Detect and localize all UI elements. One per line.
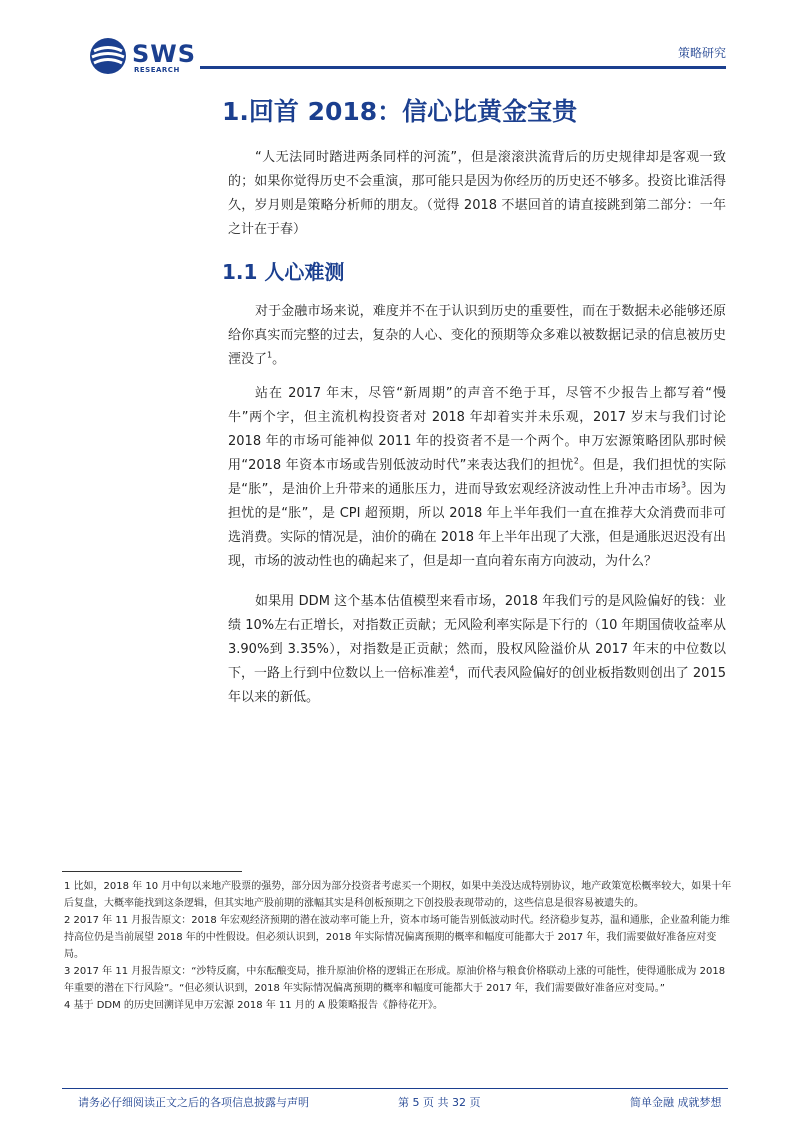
section-heading: 1.1 人心难测: [222, 260, 345, 284]
logo-subtext: RESEARCH: [134, 66, 180, 74]
paragraph-text: ，而代表风险偏好的创业板指数则创出了 2015 年以来的新低。: [228, 666, 726, 705]
footnote-4: 4 基于 DDM 的历史回溯详见申万宏源 2018 年 11 月的 A 股策略报告《静待花开》。: [64, 1000, 444, 1011]
logo-text: SWS: [132, 40, 197, 68]
footnote-divider: [62, 871, 242, 872]
body-paragraph-3: [228, 590, 726, 710]
footnote-2: 2 2017 年 11 月报告原文：2018 年宏观经济预期的潜在波动率可能上升，资本市场可能告别低波动时代。经济稳步复苏，温和通胀，企业盈利能力维持高位仍是当前展望 2018 年的中性假设。但必须认识到，2018 年实际情况偏离预期的概率和幅度可能都大于 2017 年，我们需要做好准备应对变局。: [64, 915, 730, 960]
paragraph-text: 如果用 DDM 这个基本估值模型来看市场，2018 年我们亏的是风险偏好的钱：业绩 10%左右正增长，对指数正贡献；无风险利率实际是下行的（10 年期国债收益率从 3.90%到 3.35%），对指数是正贡献；然而，股权风险溢价从 2017 年末的中位数以下，一路上行到中位数以上一倍标准差: [228, 594, 726, 681]
footnote-ref-1[interactable]: 1: [267, 350, 273, 360]
paragraph-text: 对于金融市场来说，难度并不在于认识到历史的重要性，而在于数据未必能够还原给你真实而完整的过去，复杂的人心、变化的预期等众多难以被数据记录的信息被历史湮没了: [228, 304, 726, 367]
body-paragraph-1: [228, 300, 726, 372]
paragraph-text: 。: [272, 352, 286, 367]
footnote-ref-2[interactable]: 2: [573, 456, 579, 466]
section-label: 策略研究: [677, 46, 726, 60]
page-number: 第 5 页 共 32 页: [398, 1096, 481, 1109]
header-divider: [200, 66, 726, 69]
paragraph-text: 。因为担忧的是“胀”，是 CPI 超预期，所以 2018 年上半年我们一直在推荐大众消费而非可选消费。实际的情况是，油价的确在 2018 年上半年出现了大涨，但是通胀迟迟没有出现，市场的波动性也的确起来了，但是却一直向着东南方向波动，为什么？: [228, 482, 726, 569]
footnotes: [64, 878, 732, 1014]
paragraph-text: 站在 2017 年末，尽管“新周期”的声音不绝于耳，尽管不少报告上都写着“慢牛”两个字，但主流机构投资者对 2018 年却着实并未乐观，2017 岁末与我们讨论 2018 年的市场可能神似 2011 年的投资者不是一个两个。申万宏源策略团队那时候用“2018 年资本市场或告别低波动时代”来表达我们的担忧: [228, 386, 726, 473]
footnote-ref-3[interactable]: 3: [680, 480, 687, 490]
footer-disclaimer: 请务必仔细阅读正文之后的各项信息披露与声明: [78, 1096, 309, 1109]
company-logo: [88, 36, 228, 76]
paragraph-text: 。但是，我们担忧的实际是“胀”，是油价上升带来的通胀压力，进而导致宏观经济波动性上升冲击市场: [228, 458, 726, 497]
footnote-ref-4[interactable]: 4: [449, 664, 455, 674]
footer-divider: [62, 1088, 728, 1089]
footnote-3: 3 2017 年 11 月报告原文：“沙特反腐，中东酝酿变局，推升原油价格的逻辑正在形成。原油价格与粮食价格联动上涨的可能性，使得通胀成为 2018 年重要的潜在下行风险”。“但必须认识到，2018 年实际情况偏离预期的概率和幅度可能都大于 2017 年，我们需要做好准备应对变局。”: [64, 966, 726, 994]
sws-globe-icon: [88, 36, 128, 76]
page-title: 1.回首 2018：信心比黄金宝贵: [222, 97, 578, 126]
footnote-1: 1 比如，2018 年 10 月中旬以来地产股票的强势，部分因为部分投资者考虑买一个期权，如果中美没达成特别协议，地产政策宽松概率较大，如果十年后复盘，大概率能找到这条逻辑，但其实地产股前期的涨幅其实是科创板预期之下创投股表现带动的，这些信息是很容易被遗失的。: [64, 881, 732, 909]
footer-slogan: 简单金融 成就梦想: [630, 1096, 722, 1109]
body-paragraph-2: [228, 382, 726, 574]
intro-paragraph: “人无法同时踏进两条同样的河流”，但是滚滚洪流背后的历史规律却是客观一致的；如果你觉得历史不会重演，那可能只是因为你经历的历史还不够多。投资比谁活得久，岁月则是策略分析师的朋友。（觉得 2018 不堪回首的请直接跳到第二部分：一年之计在于春）: [228, 150, 726, 237]
